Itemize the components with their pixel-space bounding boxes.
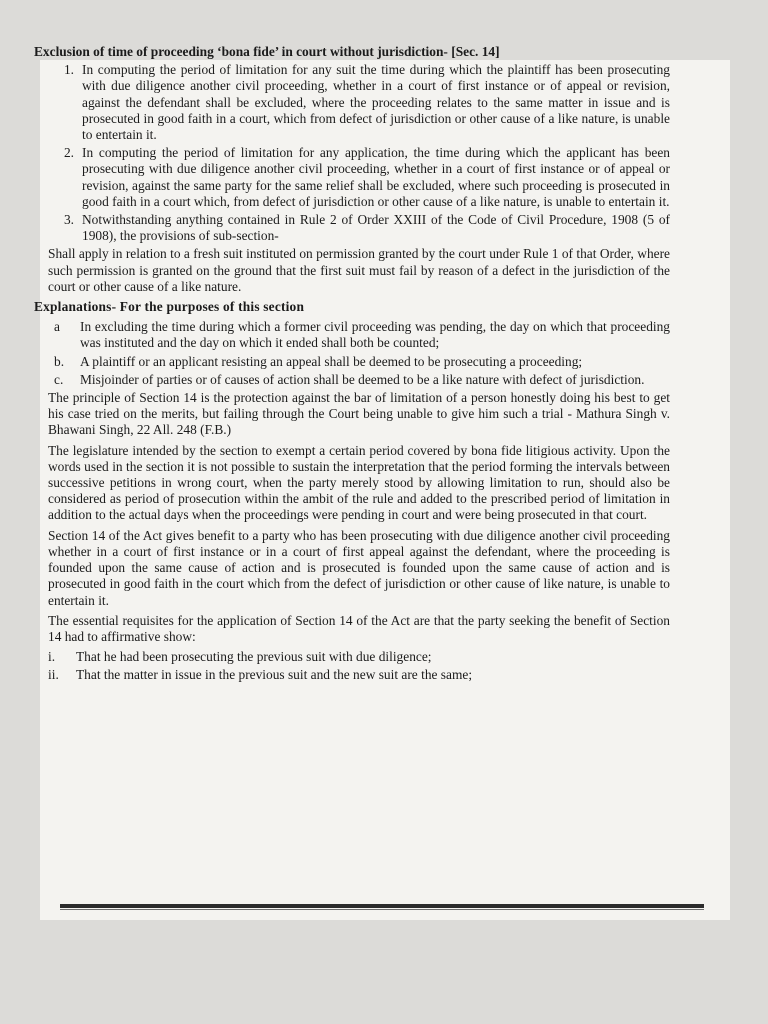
requisite-item-i: [48, 649, 670, 665]
body-paragraph-1: The principle of Section 14 is the protection against the bar of limitation of a person honestly doing his best to get his case tried on the merits, but failing through the Court being unable to give him such a trial - Mathura Singh v. Bhawani Singh, 22 All. 248 (F.B.): [48, 390, 670, 438]
item-marker: 3.: [63, 212, 74, 228]
item-marker: 2.: [63, 145, 74, 161]
item-text: That he had been prosecuting the previous suit with due diligence;: [76, 649, 432, 665]
heading-section-ref: [Sec. 14]: [451, 44, 500, 59]
explanations-heading: Explanations- For the purposes of this section: [34, 299, 305, 315]
item-text: Notwithstanding anything contained in Rule 2 of Order XXIII of the Code of Civil Procedure, 1908 (5 of 1908), the provisions of sub-section-: [82, 212, 670, 244]
requisite-item-ii: [48, 667, 670, 683]
document-body: [34, 44, 670, 686]
page-bottom-rule: [60, 904, 704, 908]
body-paragraph-4: The essential requisites for the application of Section 14 of the Act are that the party seeking the benefit of Section 14 had to affirmative show:: [48, 612, 670, 644]
heading-title: Exclusion of time of proceeding ‘bona fide’ in court without jurisdiction-: [34, 44, 448, 59]
item-text: A plaintiff or an applicant resisting an appeal shall be deemed to be prosecuting a proceeding;: [80, 353, 583, 369]
numbered-item-2: [34, 145, 670, 210]
body-paragraph-3: Section 14 of the Act gives benefit to a party who has been prosecuting with due diligence another civil proceeding whether in a court of first instance or in a court of first appeal against the defendant, where the proceeding is founded upon the same cause of action and is prosecuted is founded upon the same cause of action and is prosecuted in good faith in the court which from the defect of jurisdiction or other cause of like nature, is unable to entertain it.: [48, 527, 670, 608]
item-marker: b.: [54, 353, 65, 369]
shall-apply-paragraph: Shall apply in relation to a fresh suit instituted on permission granted by the court under Rule 1 of that Order, where such permission is granted on the ground that the first suit must fail by reason of a defect in the jurisdiction of the court or other cause of a like nature.: [48, 246, 670, 294]
item-marker: i.: [48, 649, 56, 665]
explanation-item-c: [34, 372, 670, 388]
page-bottom-rule-thin: [60, 909, 704, 910]
item-marker: c.: [54, 371, 64, 387]
explanation-item-b: [34, 354, 670, 370]
item-text: In computing the period of limitation for any suit the time during which the plaintiff has been prosecuting with due diligence another civil proceeding, whether in a court of first instance or of appeal or revision, against the defendant shall be excluded, where the proceeding relates to the same matter in issue and is prosecuted in good faith in a court, which from defect of jurisdiction or other cause of a like nature, is unable to entertain it.: [82, 62, 670, 143]
item-text: That the matter in issue in the previous suit and the new suit are the same;: [76, 667, 473, 683]
item-text: Misjoinder of parties or of causes of action shall be deemed to be a like nature with defect of jurisdiction.: [80, 371, 645, 387]
numbered-item-1: [34, 62, 670, 143]
item-marker: ii.: [48, 667, 59, 683]
item-text: In computing the period of limitation for any application, the time during which the applicant has been prosecuting with due diligence another civil proceeding, whether in a court of first instance or of appeal or revision, against the same party for the same relief shall be excluded, where such proceeding is prosecuted in good faith in a court which, from defect of jurisdiction or other cause of a like nature, is unable to entertain it.: [82, 145, 670, 209]
item-text: In excluding the time during which a former civil proceeding was pending, the day on which that proceeding was instituted and the day on which it ended shall both be counted;: [80, 319, 670, 351]
section-heading: [34, 44, 670, 60]
numbered-item-3: [34, 212, 670, 244]
item-marker: a: [54, 319, 60, 335]
body-paragraph-2: The legislature intended by the section to exempt a certain period covered by bona fide litigious activity. Upon the words used in the section it is not possible to sustain the interpretation that the period forming the intervals between successive petitions in wrong court, when the party merely stood by allowing limitation to run, should also be considered as period of prosecution within the ambit of the rule and added to the prescribed period of limitation in addition to the actual days when the proceedings were pending in court and were being prosecuted in that court.: [48, 442, 670, 523]
item-marker: 1.: [63, 62, 74, 78]
explanation-item-a: [34, 319, 670, 351]
